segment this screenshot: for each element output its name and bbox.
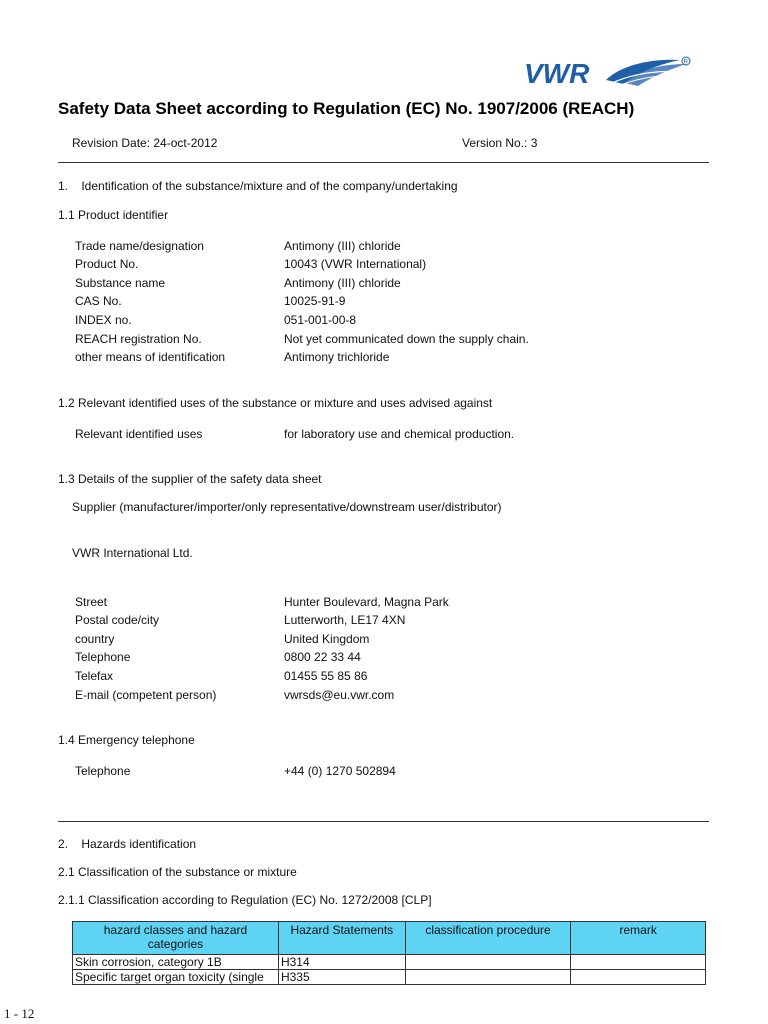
section-divider (58, 821, 709, 822)
table-cell: H335 (278, 970, 405, 985)
section-2-heading: 2. Hazards identification (58, 837, 197, 851)
table-header-row (73, 922, 706, 955)
table-row (73, 970, 706, 985)
field-value: Not yet communicated down the supply chain. (284, 332, 529, 346)
header-divider (58, 162, 709, 163)
field-label: E-mail (competent person) (75, 688, 217, 702)
field-label: other means of identification (75, 350, 226, 364)
section-2-1-heading: 2.1 Classification of the substance or mixture (58, 865, 297, 879)
vwr-logo (520, 52, 695, 92)
field-value: Antimony (III) chloride (284, 239, 401, 253)
version-number: Version No.: 3 (462, 136, 538, 150)
table-cell (405, 970, 571, 985)
field-label: Telephone (75, 650, 131, 664)
field-label: Postal code/city (75, 613, 160, 627)
field-value: 051-001-00-8 (284, 313, 357, 327)
page-number: 1 - 12 (4, 1006, 35, 1021)
field-label: Product No. (75, 257, 139, 271)
column-header-hazard-statements: Hazard Statements (278, 922, 405, 955)
field-label: Relevant identified uses (75, 427, 203, 441)
column-header-classification-procedure: classification procedure (405, 922, 571, 955)
table-cell: Skin corrosion, category 1B (73, 955, 279, 970)
field-value: 0800 22 33 44 (284, 650, 361, 664)
section-1-heading: 1. Identification of the substance/mixture and of the company/undertaking (58, 179, 458, 193)
field-label: REACH registration No. (75, 332, 202, 346)
table-cell: Specific target organ toxicity (single (73, 970, 279, 985)
hazard-classification-table (72, 921, 706, 985)
table-row (73, 955, 706, 970)
section-1-3-heading: 1.3 Details of the supplier of the safety data sheet (58, 472, 322, 486)
field-value: vwrsds@eu.vwr.com (284, 688, 395, 702)
logo-wordmark: VWR (524, 58, 590, 89)
table-cell (571, 970, 706, 985)
section-1-1-heading: 1.1 Product identifier (58, 208, 169, 222)
field-label: Telefax (75, 669, 114, 683)
section-1-4-heading: 1.4 Emergency telephone (58, 733, 195, 747)
field-label: country (75, 632, 115, 646)
field-value: Hunter Boulevard, Magna Park (284, 595, 449, 609)
field-value: for laboratory use and chemical production. (284, 427, 515, 441)
revision-date: Revision Date: 24-oct-2012 (72, 136, 218, 150)
field-value: Antimony (III) chloride (284, 276, 401, 290)
section-1-2-heading: 1.2 Relevant identified uses of the substance or mixture and uses advised against (58, 396, 493, 410)
supplier-company: VWR International Ltd. (72, 546, 193, 560)
field-label: Substance name (75, 276, 166, 290)
field-label: Street (75, 595, 108, 609)
supplier-label: Supplier (manufacturer/importer/only representative/downstream user/distributor) (72, 500, 502, 514)
table-cell (571, 955, 706, 970)
logo-swoosh-icon (606, 57, 690, 86)
svg-text:R: R (683, 59, 688, 66)
table-cell (405, 955, 571, 970)
field-value: United Kingdom (284, 632, 370, 646)
field-value: +44 (0) 1270 502894 (284, 764, 396, 778)
column-header-remark: remark (571, 922, 706, 955)
field-value: Antimony trichloride (284, 350, 390, 364)
field-value: 10043 (VWR International) (284, 257, 427, 271)
field-label: Telephone (75, 764, 131, 778)
field-value: 01455 55 85 86 (284, 669, 368, 683)
field-label: INDEX no. (75, 313, 132, 327)
table-cell: H314 (278, 955, 405, 970)
field-label: Trade name/designation (75, 239, 204, 253)
column-header-hazard-classes: hazard classes and hazard categories (73, 922, 279, 955)
document-title: Safety Data Sheet according to Regulation (EC) No. 1907/2006 (REACH) (58, 99, 635, 118)
field-label: CAS No. (75, 294, 122, 308)
field-value: Lutterworth, LE17 4XN (284, 613, 406, 627)
section-2-1-1-heading: 2.1.1 Classification according to Regulation (EC) No. 1272/2008 [CLP] (58, 893, 432, 907)
field-value: 10025-91-9 (284, 294, 346, 308)
